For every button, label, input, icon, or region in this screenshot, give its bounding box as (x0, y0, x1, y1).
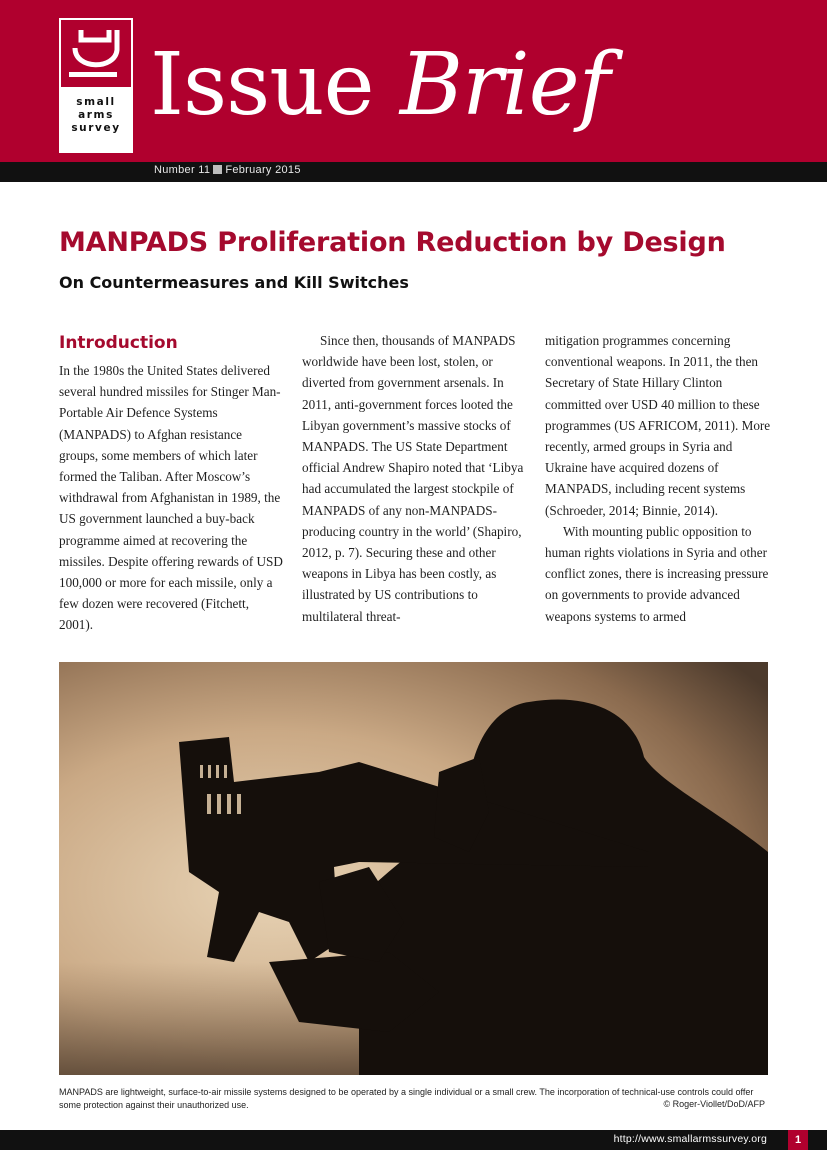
soldier-silhouette-photo (59, 662, 768, 1075)
logo-line-survey: survey (71, 122, 121, 134)
photo-credit: © Roger-Viollet/DoD/AFP (663, 1099, 765, 1109)
paragraph: With mounting public opposition to human rights violations in Syria and other conflict zones, there is increasing pressure on governments to provide advanced weapons systems to armed (545, 523, 769, 624)
issue-info (154, 164, 301, 176)
logo-mark-icon (67, 26, 125, 82)
issue-date: February 2015 (225, 164, 301, 176)
title-brief: Brief (399, 35, 610, 135)
section-heading: Introduction (59, 333, 178, 353)
photo-caption: MANPADS are lightweight, surface-to-air missile systems designed to be operated by a single individual or a small crew. The incorporation of technical-use controls could offer some protection against their unauthorized use. (59, 1087, 754, 1110)
text-column-2 (302, 330, 527, 627)
paragraph: mitigation programmes concerning conventional weapons. In 2011, the then Secretary of State Hillary Clinton committed over USD 40 million to these programmes (US AFRICOM, 2011). More recently, armed groups in Syria and Ukraine have acquired dozens of MANPADS, including recent systems (Schroeder, 2014; Binnie, 2014). (545, 333, 771, 518)
article-title: MANPADS Proliferation Reduction by Design (59, 227, 726, 258)
issue-info-bar (0, 162, 827, 182)
title-issue: Issue (150, 35, 374, 135)
small-arms-survey-logo (59, 18, 133, 153)
issue-number: Number 11 (154, 164, 211, 176)
page-number: 1 (788, 1130, 808, 1150)
logo-text (61, 87, 131, 151)
text-column-1 (59, 330, 284, 636)
paragraph: Since then, thousands of MANPADS worldwide have been lost, stolen, or diverted from government arsenals. In 2011, anti-government forces looted the Libyan government’s massive stocks of MANPADS. The US State Department official Andrew Shapiro noted that ‘Libya had accumulated the largest stockpile of MANPADS of any non-MANPADS-producing country in the world’ (Shapiro, 2012, p. 7). Securing these and other weapons in Libya has been costly, as illustrated by US contributions to multilateral threat- (302, 333, 524, 624)
publication-title (150, 35, 610, 135)
article-subtitle: On Countermeasures and Kill Switches (59, 273, 409, 292)
text-column-3 (545, 330, 771, 627)
logo-line-arms: arms (78, 109, 114, 121)
paragraph: In the 1980s the United States delivered several hundred missiles for Stinger Man-Portable Air Defence Systems (MANPADS) to Afghan resistance groups, some members of which later formed the Taliban. After Moscow’s withdrawal from Afghanistan in 1989, the US government launched a buy-back programme aimed at recovering the missiles. Despite offering rewards of USD 100,000 or more for each missile, only a few dozen were recovered (Fitchett, 2001). (59, 363, 283, 633)
separator-square-icon (213, 165, 222, 174)
website-link[interactable]: http://www.smallarmssurvey.org (613, 1133, 767, 1145)
logo-line-small: small (76, 96, 116, 108)
